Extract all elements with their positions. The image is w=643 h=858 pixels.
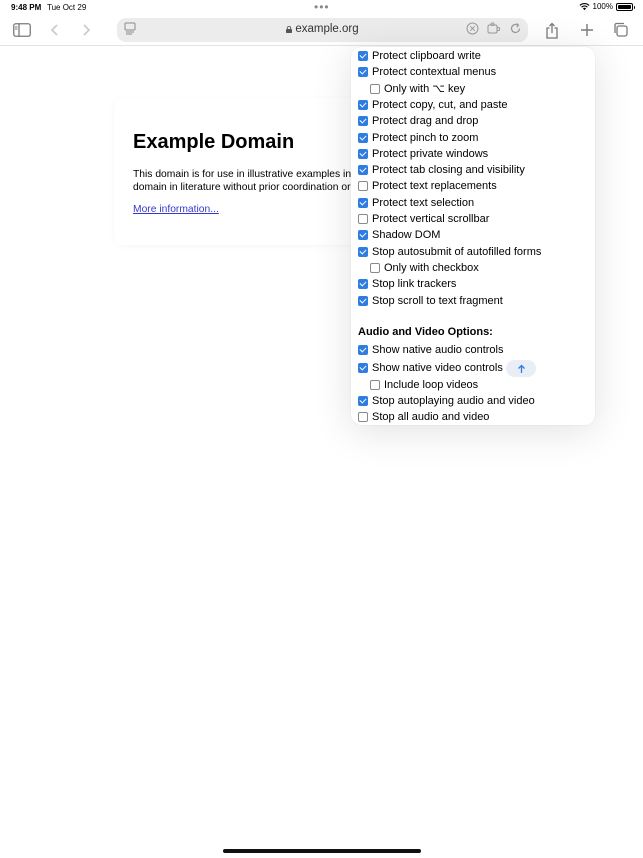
checkbox-checked[interactable]	[358, 279, 368, 289]
more-information-link[interactable]: More information...	[133, 204, 219, 215]
scroll-to-top-button[interactable]	[506, 360, 536, 377]
option-label: Only with ⌥ key	[384, 83, 466, 96]
option-label: Show native audio controls	[372, 344, 504, 356]
option-row[interactable]	[358, 293, 503, 309]
checkbox-checked[interactable]	[358, 116, 368, 126]
option-row[interactable]	[358, 342, 503, 358]
checkbox-checked[interactable]	[358, 165, 368, 175]
option-row[interactable]	[358, 360, 503, 376]
status-bar	[0, 0, 643, 16]
checkbox-checked[interactable]	[358, 67, 368, 77]
option-row[interactable]	[358, 130, 478, 146]
status-right	[579, 2, 633, 11]
tabs-overview-icon[interactable]	[611, 20, 631, 40]
option-label: Protect private windows	[372, 147, 489, 160]
checkbox-checked[interactable]	[358, 230, 368, 240]
option-row[interactable]	[358, 393, 535, 409]
option-label: Protect clipboard write	[372, 50, 481, 62]
option-row[interactable]	[358, 211, 489, 227]
checkbox-unchecked[interactable]	[358, 214, 368, 224]
multitasking-dots-icon[interactable]: •••	[314, 0, 330, 14]
option-label: Protect copy, cut, and paste	[372, 98, 508, 111]
share-icon[interactable]	[542, 20, 562, 40]
option-row[interactable]	[358, 244, 541, 260]
checkbox-checked[interactable]	[358, 149, 368, 159]
stop-icon[interactable]	[466, 22, 479, 35]
option-label: Protect tab closing and visibility	[372, 164, 525, 177]
checkbox-checked[interactable]	[358, 296, 368, 306]
home-indicator[interactable]	[223, 849, 421, 853]
option-label: Stop autoplaying audio and video	[372, 394, 535, 407]
checkbox-checked[interactable]	[358, 247, 368, 257]
option-label: Show native video controls	[372, 362, 503, 375]
paragraph-line-2: domain in literature without prior coordination or	[133, 182, 351, 193]
option-label: Shadow DOM	[372, 229, 441, 242]
option-label: Include loop videos	[384, 378, 479, 391]
checkbox-unchecked[interactable]	[370, 84, 380, 94]
battery-icon	[616, 3, 633, 11]
option-label: Protect text selection	[372, 196, 475, 209]
checkbox-unchecked[interactable]	[358, 412, 368, 422]
option-label: Protect pinch to zoom	[372, 131, 479, 144]
option-row[interactable]	[358, 195, 474, 211]
option-row[interactable]	[370, 377, 478, 393]
url-text: example.org	[295, 23, 359, 35]
checkbox-checked[interactable]	[358, 198, 368, 208]
option-row[interactable]	[370, 260, 479, 276]
option-label: Protect text replacements	[372, 180, 497, 193]
battery-percent: 100%	[592, 2, 613, 11]
reload-icon[interactable]	[509, 22, 522, 35]
back-icon[interactable]	[45, 20, 65, 40]
arrow-up-icon	[517, 364, 526, 374]
option-row[interactable]	[370, 81, 465, 97]
option-row[interactable]	[358, 227, 440, 243]
option-label: Stop scroll to text fragment	[372, 294, 503, 307]
checkbox-checked[interactable]	[358, 345, 368, 355]
browser-toolbar	[0, 16, 643, 46]
sidebar-icon[interactable]	[12, 20, 32, 40]
option-label: Stop all audio and video	[372, 411, 490, 424]
checkbox-unchecked[interactable]	[370, 380, 380, 390]
checkbox-checked[interactable]	[358, 396, 368, 406]
checkbox-checked[interactable]	[358, 363, 368, 373]
extensions-icon[interactable]	[487, 22, 501, 35]
checkbox-unchecked[interactable]	[358, 181, 368, 191]
option-label: Protect vertical scrollbar	[372, 213, 490, 225]
option-row[interactable]	[358, 48, 481, 64]
options-popover	[351, 47, 595, 425]
status-time: 9:48 PM	[11, 3, 42, 12]
checkbox-checked[interactable]	[358, 100, 368, 110]
option-row[interactable]	[358, 178, 497, 194]
checkbox-checked[interactable]	[358, 133, 368, 143]
new-tab-icon[interactable]	[577, 20, 597, 40]
paragraph-line-1: This domain is for use in illustrative examples in	[133, 169, 352, 180]
option-label: Protect drag and drop	[372, 115, 479, 128]
option-row[interactable]	[358, 276, 456, 292]
url-actions	[466, 22, 522, 35]
checkbox-checked[interactable]	[358, 51, 368, 61]
option-row[interactable]	[358, 146, 488, 162]
option-row[interactable]	[358, 162, 525, 178]
status-date: Tue Oct 29	[47, 3, 87, 12]
option-label: Only with checkbox	[384, 261, 479, 274]
option-label: Stop link trackers	[372, 278, 457, 291]
option-row[interactable]	[358, 97, 508, 113]
wifi-icon	[579, 2, 590, 11]
section-title-audio-video: Audio and Video Options:	[358, 326, 493, 338]
option-row[interactable]	[358, 113, 478, 129]
forward-icon[interactable]	[76, 20, 96, 40]
page-title: Example Domain	[133, 131, 295, 153]
option-label: Stop autosubmit of autofilled forms	[372, 245, 542, 258]
lock-icon	[286, 26, 292, 33]
checkbox-unchecked[interactable]	[370, 263, 380, 273]
option-row[interactable]	[358, 409, 489, 425]
option-label: Protect contextual menus	[372, 66, 497, 79]
page-paragraph	[133, 168, 351, 194]
address-bar[interactable]	[117, 18, 528, 42]
option-row[interactable]	[358, 64, 496, 80]
